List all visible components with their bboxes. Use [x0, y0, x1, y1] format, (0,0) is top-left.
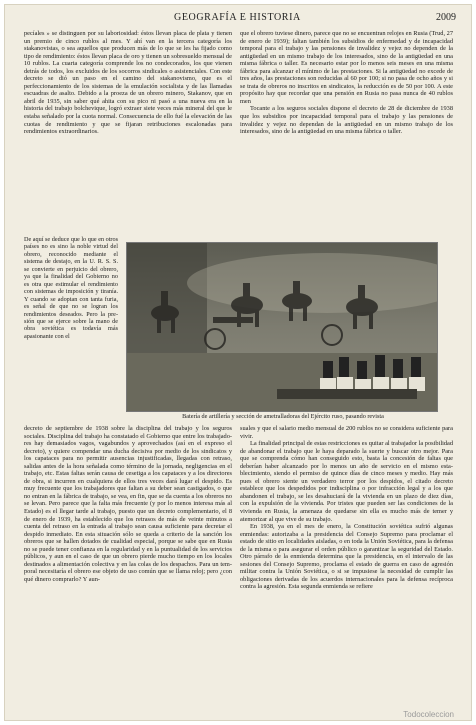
- photo-caption: Batería de artillería y sección de ametralladoras del Ejército ruso, pasando revista: [182, 413, 384, 420]
- artillery-photograph: [126, 242, 438, 412]
- photo-illustration: [127, 243, 437, 411]
- section-title: GEOGRAFÍA E HISTORIA: [174, 12, 301, 23]
- left-column-bottom: [24, 425, 232, 711]
- watermark: Todocoleccion: [403, 710, 454, 719]
- paragraph: que el obrero tuviese dinero, parece que no se encuentran relojes en Rusia (Trud, 27 de enero de 1939); faltan también los subsidios de enfermedad y de incapacidad temporal para el trabajo y las pensiones de invalidez y vejez no dependen de la antigüedad en un mismo trabajo de los interesados, sino de la antigüedad en una misma fábrica o taller. Es necesario estar por lo menos seis meses en una misma fábrica para alcanzar el mínimo de las prestaciones. Si la antigüedad no excede de tres años, las prestaciones son reducidas al 60 por 100; si no pasa de ocho años y si se trata de obreros no inscritos en sindicatos, la reducción es de 50 por 100. A este propósito hay que recordar que una pensión en Rusia no pasa nunca de 40 rublos men: [240, 30, 453, 105]
- right-column-top: [240, 30, 453, 236]
- paragraph: pecíales » se distinguen por su laboriosidad: éstos llevan placa de plata y tienen un premio de cinco rublos al mes. Y ahí van en la tercera categoría los stakanovistas, o sea aquellos que producen más de lo que se les ha fijado como tipo de rendimiento: éstos llevan placa de oro y tienen un sobresueldo mensual de 10 rublos. La cuarta categoría comprende los no condecorados, los que vienen detrás de todos, los excluidos de los socorros sindicales o asistenciales. Con este decreto se dió un paso en el camino del stakanovismo, que es el perfeccionamiento de los sistemas de la emulación socialista y de las llamadas escuadras de asalto. Debido a la proeza de un obrero minero, Stakanov, que en abril de 1935, sin saber qué ahita con su pico ni pasó a una nueva era en la historia del trabajo bolchevique, logró extraer siete veces más mineral del que le estaba señalado por la cuota normal. Consecuencia de ello fué la elevación de las cuotas de rendimiento y que se fijaran retribuciones escalonadas para rendimientos extraordinarios.: [24, 30, 232, 136]
- right-column-bottom: [240, 425, 453, 711]
- narrow-column: [24, 236, 118, 415]
- paragraph: decreto de septiembre de 1938 sobre la disciplina del trabajo y los seguros sociales. Disciplina del trabajo ha constatado el Gobierno que entre los trabajadores hay demasiados vagos, vagabundos y aprovechados (así en el expreso el decreto), y quiere compendar una ducha decisiva por medio de los sindicatos y los capataces para no permitir ausencias injustificadas, llegadas con retraso, salidas antes de la hora señalada como término de la jornada, negligencias en el trabajo, etc. Estas faltas serán causa de cesetiga a los capataces y a los directores de obra, si incurren en cualquiera de ellos tres veces dará lugar el despido. Es muy frecuente que los trabajadores que faltan a su deber sean castigados, o que no entran en la fábrica de trabajo, se vea, en fin, que se da cuenta a los obreros no se levan. Pero parece que la falta más frecuente (y por lo menos interesa más al Estado) es el llegar tarde al trabajo, puesto que un decreto complementario, el 8 de enero de 1939, ha establecido que los retrasos de más de veinte minutos a cuenta del retraso en la entrada al trabajo sean causa suficiente para decretar el despido inmediato. En esta situación sólo se queda a criterio de la sanción los obreros que se hallen dotados de cualidad especial, porque se sabe que en Rusia no se puede tener confianza en la regularidad y en la puntualidad de los servicios públicos, y aun en el caso de que un obrero pierde mucho tiempo en los locales destinados a alimentación colectiva y en las colas de los despachos. Para un temporal necesitaría el obrero ese objeto de uso común que se llama reloj; pero ¿con qué dinero comprarlo? Y aun-: [24, 425, 232, 583]
- running-header: [24, 12, 456, 26]
- paragraph: De aquí se deduce que lo que en otros países no es sino la noble virtud del obrero, reconocido mediante el sistema de destajo, en la U. R. S. S. se convierte en perjuicio del obrero, ya que la finalidad del Gobierno no es otra que estimular el rendimiento con sistemas de imposición y tiranía. Y cuando se adoptan con tanta furia, es señal de que no se logran los rendimientos deseados. Pero la presión que se ejerce sobre la mano de obra soviética es todavía más apasionante con el: [24, 236, 118, 340]
- left-column-top: [24, 30, 232, 236]
- paragraph: En 1938, ya en el mes de enero, la Constitución soviética sufrió algunas enmiendas: autorizaba a la presidencia del Consejo Supremo para proclamar el estado de sitio en localidades aisladas, o en toda la Unión Soviética, para la defensa de la misma o para asegurar el orden público o garantizar la seguridad del Estado. Otro párrafo de la enmienda determina que la presidencia, en el intervalo de las sesiones del Consejo Supremo, proclama el estado de guerra en caso de agresión militar contra la Unión Soviética, o si se impusiese la necesidad de cumplir las obligaciones derivadas de los acuerdos internacionales para la defensa recíproca contra la agresión. Esta segunda enmienda se refiere: [240, 523, 453, 591]
- magazine-page: [4, 4, 472, 721]
- page-number: 2009: [436, 12, 456, 23]
- paragraph: La finalidad principal de estas restricciones es quitar al trabajador la posibilidad de abandonar el trabajo que le haya deparado la suerte y buscar otro mejor. Para que se comprenda cómo han conseguido esto, basta la concesión de faltas que deberían haber alcanzado por lo menos un año de servicio en el mismo establecimiento, siendo el permiso de quince días de cinco meses y medio. Hay más pues el obrero siente un verdadero terror por los despidos, el citado decreto establece que los despedidos por indisciplina o por infracción legal y a los que abandonen el trabajo, se les desahuciará de la vivienda en un plazo de diez días, con la expulsión de la vivienda. Por tristes que pueden ser las condiciones de la vivienda en Rusia, la amenaza de quedarse sin ella es mucho más de temer y atemorizar al que vive de su trabajo.: [240, 440, 453, 523]
- paragraph: suales y que el salario medio mensual de 200 rublos no se considera suficiente para vivir.: [240, 425, 453, 440]
- paragraph: Tocante a los seguros sociales dispone el decreto de 28 de diciembre de 1938 que los subsidios por incapacidad temporal para el trabajo y las pensiones de invalidez y vejez no dependan de la antigüedad en un mismo trabajo de los interesados, sino de la antigüedad en una misma fábrica o taller.: [240, 105, 453, 136]
